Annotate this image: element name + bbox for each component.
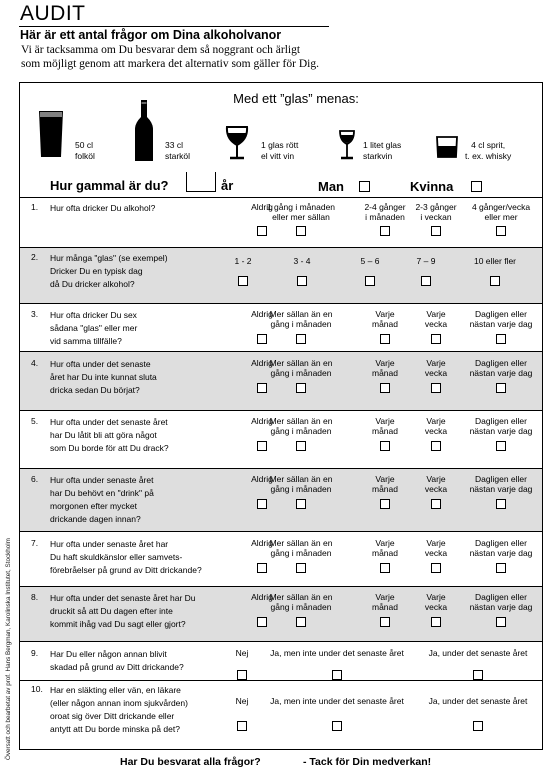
answer-label-line: Mer sällan än en <box>269 538 333 548</box>
question-number: 7. <box>31 538 39 548</box>
answer-checkbox[interactable] <box>431 334 441 344</box>
answer-label-line: eller mer sällan <box>272 212 330 222</box>
answer-checkbox[interactable] <box>431 617 441 627</box>
question-row-4 <box>20 351 542 410</box>
glas-label-5-line-2: t. ex. whisky <box>465 151 512 161</box>
answer-label <box>262 648 412 658</box>
answer-checkbox[interactable] <box>238 276 248 286</box>
answer-label-line: nästan varje dag <box>469 319 533 329</box>
answer-checkbox[interactable] <box>380 383 390 393</box>
question-text-line: året har Du inte kunnat sluta <box>50 372 157 382</box>
question-text-line: har Du låtit bli att göra något <box>50 430 157 440</box>
question-number: 3. <box>31 309 39 319</box>
question-text-line: Har en släkting eller vän, en läkare <box>50 685 181 695</box>
answer-checkbox[interactable] <box>257 226 267 236</box>
question-text-line: druckit så att Du dagen efter inte <box>50 606 173 616</box>
age-input[interactable] <box>186 172 216 192</box>
answer-label-line: Aldrig <box>251 592 273 602</box>
answer-label <box>456 309 546 329</box>
question-number: 4. <box>31 358 39 368</box>
answer-label-line: 5 – 6 <box>360 256 380 266</box>
answer-label-line: Ja, men inte under det senaste året <box>270 648 404 658</box>
question-row-9 <box>20 641 542 680</box>
question-row-6 <box>20 468 542 531</box>
answer-label <box>256 416 346 436</box>
age-row <box>20 169 542 199</box>
question-text-line: Hur ofta under det senaste året har Du <box>50 593 196 603</box>
question-row-2 <box>20 247 542 303</box>
wine-glass-icon <box>224 125 250 161</box>
question-text-line: sådana "glas" eller mer <box>50 323 138 333</box>
answer-label-line: 3 - 4 <box>293 256 311 266</box>
beer-bottle-icon <box>134 99 154 163</box>
glas-label-4 <box>363 140 401 162</box>
answer-label-line: månad <box>372 368 398 378</box>
footer-question: Har Du besvarat alla frågor? <box>120 756 261 768</box>
question-text <box>50 648 236 674</box>
answer-label-line: Ja, under det senaste året <box>428 648 528 658</box>
glas-label-1-line-2: folköl <box>75 151 95 161</box>
answer-label-line: Varje <box>375 309 395 319</box>
question-text-line: morgonen efter mycket <box>50 501 137 511</box>
answer-label <box>227 648 257 658</box>
answer-label-line: Mer sällan än en <box>269 416 333 426</box>
answer-label <box>456 474 546 494</box>
answer-checkbox[interactable] <box>431 563 441 573</box>
answer-label <box>456 358 546 378</box>
answer-label-line: Varje <box>375 592 395 602</box>
answer-label-line: Nej <box>235 696 249 706</box>
question-text <box>50 684 236 736</box>
answer-label-line: Varje <box>426 474 446 484</box>
question-number: 9. <box>31 648 39 658</box>
glas-label-3 <box>261 140 298 162</box>
answer-label <box>227 696 257 706</box>
question-row-1 <box>20 197 542 247</box>
answer-label <box>256 202 346 222</box>
glas-label-2-line-2: starköl <box>165 151 191 161</box>
question-text <box>50 538 236 577</box>
form-subtitle: Här är ett antal frågor om Dina alkoholvanor <box>20 28 282 42</box>
age-unit: år <box>221 178 234 193</box>
answer-checkbox[interactable] <box>496 499 506 509</box>
answer-label <box>456 592 546 612</box>
male-label: Man <box>318 179 344 194</box>
question-text-line: Hur ofta under det senaste <box>50 359 151 369</box>
answer-label-line: månad <box>372 484 398 494</box>
question-text <box>50 202 236 215</box>
answer-checkbox[interactable] <box>431 499 441 509</box>
answer-checkbox[interactable] <box>237 721 247 731</box>
female-label: Kvinna <box>410 179 454 194</box>
answer-checkbox[interactable] <box>257 383 267 393</box>
answer-checkbox[interactable] <box>431 441 441 451</box>
answer-label-line: Aldrig <box>251 538 273 548</box>
question-text-line: skadad på grund av Ditt drickande? <box>50 662 184 672</box>
answer-label-line: Dagligen eller <box>475 538 527 548</box>
answer-checkbox[interactable] <box>332 721 342 731</box>
answer-label-line: Dagligen eller <box>475 416 527 426</box>
answer-checkbox[interactable] <box>496 383 506 393</box>
answer-checkbox[interactable] <box>496 563 506 573</box>
answer-label-line: Mer sällan än en <box>269 309 333 319</box>
question-text-line: Hur ofta dricker Du sex <box>50 310 137 320</box>
answer-label <box>282 256 322 266</box>
glas-label-3-line-1: 1 glas rött <box>261 140 299 150</box>
question-text-line: vid samma tillfälle? <box>50 336 122 346</box>
answer-label-line: nästan varje dag <box>469 426 533 436</box>
answer-label-line: gång i månaden <box>270 548 332 558</box>
answer-checkbox[interactable] <box>296 563 306 573</box>
question-text-line: då Du dricker alkohol? <box>50 279 135 289</box>
whisky-glass-icon <box>435 135 459 159</box>
question-text <box>50 592 236 631</box>
answer-label-line: månad <box>372 602 398 612</box>
question-row-10 <box>20 680 542 751</box>
answer-label-line: nästan varje dag <box>469 368 533 378</box>
answer-label <box>256 592 346 612</box>
answer-label-line: Dagligen eller <box>475 358 527 368</box>
answer-label-line: Aldrig <box>251 309 273 319</box>
answer-label-line: Aldrig <box>251 202 273 212</box>
answer-label-line: vecka <box>424 426 448 436</box>
title-underline <box>19 26 329 27</box>
answer-checkbox[interactable] <box>431 226 441 236</box>
answer-label-line: Ja, men inte under det senaste året <box>270 696 404 706</box>
answer-label <box>256 309 346 329</box>
glas-label-2 <box>165 140 190 162</box>
question-text-line: förebråelser på grund av Ditt drickande? <box>50 565 202 575</box>
question-number: 5. <box>31 416 39 426</box>
question-text-line: (eller någon annan inom sjukvården) <box>50 698 188 708</box>
glas-label-3-line-2: el vitt vin <box>261 151 295 161</box>
question-text <box>50 358 236 397</box>
glas-label-5 <box>465 140 511 162</box>
answer-label <box>456 416 546 436</box>
answer-label-line: Varje <box>426 538 446 548</box>
answer-label-line: månad <box>372 319 398 329</box>
answer-label <box>228 256 258 266</box>
answer-checkbox[interactable] <box>296 441 306 451</box>
answer-label-line: vecka <box>424 319 448 329</box>
question-text <box>50 474 236 526</box>
answer-label-line: Dagligen eller <box>475 309 527 319</box>
answer-checkbox[interactable] <box>496 334 506 344</box>
question-text-line: antytt att Du borde minska på det? <box>50 724 180 734</box>
answer-label-line: Varje <box>375 474 395 484</box>
question-text-line: Dricker Du en typisk dag <box>50 266 143 276</box>
beer-pint-icon <box>36 109 66 159</box>
glas-label-5-line-1: 4 cl sprit, <box>471 140 506 150</box>
answer-checkbox[interactable] <box>257 441 267 451</box>
question-row-5 <box>20 410 542 468</box>
side-note: Översatt och bearbetat av prof. Hans Bergman, Karolinska Institutet, Stockholm <box>5 538 12 760</box>
answer-label-line: nästan varje dag <box>469 548 533 558</box>
question-text-line: oroat sig över Ditt drickande eller <box>50 711 175 721</box>
answer-checkbox[interactable] <box>380 441 390 451</box>
question-text-line: har Du behövt en "drink" på <box>50 488 154 498</box>
answer-label-line: månad <box>372 548 398 558</box>
question-row-7 <box>20 531 542 586</box>
question-row-3 <box>20 303 542 351</box>
question-text-line: Hur många "glas" (se exempel) <box>50 253 168 263</box>
answer-label-line: 1 gång i månaden <box>266 202 336 212</box>
intro-line-1: Vi är tacksamma om Du besvarar dem så noggrant och ärligt <box>21 44 301 56</box>
intro-line-2: som möjligt genom att markera det alternativ som gäller för Dig. <box>21 58 319 70</box>
answer-checkbox[interactable] <box>296 499 306 509</box>
answer-checkbox[interactable] <box>496 226 506 236</box>
answer-checkbox[interactable] <box>296 226 306 236</box>
glas-label-4-line-1: 1 litet glas <box>363 140 402 150</box>
answer-label-line: Aldrig <box>251 474 273 484</box>
answer-label-line: nästan varje dag <box>469 602 533 612</box>
answer-label-line: vecka <box>424 602 448 612</box>
answer-checkbox[interactable] <box>296 383 306 393</box>
answer-label-line: eller mer <box>484 212 518 222</box>
intro-text <box>21 43 319 71</box>
answer-label-line: Mer sällan än en <box>269 358 333 368</box>
answer-label-line: Ja, under det senaste året <box>428 696 528 706</box>
answer-checkbox[interactable] <box>380 563 390 573</box>
answer-label-line: Mer sällan än en <box>269 592 333 602</box>
question-text <box>50 252 236 291</box>
answer-checkbox[interactable] <box>237 670 247 680</box>
answer-label-line: gång i månaden <box>270 484 332 494</box>
glas-heading: Med ett ”glas” menas: <box>233 91 359 106</box>
answer-label <box>416 648 540 658</box>
answer-label-line: 4 gånger/vecka <box>471 202 531 212</box>
question-text-line: Hur ofta dricker Du alkohol? <box>50 203 156 213</box>
questionnaire-form <box>19 82 543 750</box>
answer-label <box>346 256 394 266</box>
answer-label-line: Aldrig <box>251 358 273 368</box>
answer-label <box>456 202 546 222</box>
question-text-line: Du haft skuldkänslor eller samvets- <box>50 552 183 562</box>
question-text <box>50 309 236 348</box>
sherry-glass-icon <box>338 129 356 161</box>
answer-checkbox[interactable] <box>257 563 267 573</box>
answer-label-line: Varje <box>426 309 446 319</box>
glas-label-2-line-1: 33 cl <box>165 140 183 150</box>
question-row-8 <box>20 586 542 641</box>
answer-label-line: vecka <box>424 484 448 494</box>
answer-label <box>262 696 412 706</box>
answer-checkbox[interactable] <box>496 441 506 451</box>
answer-checkbox[interactable] <box>365 276 375 286</box>
answer-label-line: Varje <box>426 592 446 602</box>
age-question: Hur gammal är du? <box>50 178 169 193</box>
answer-checkbox[interactable] <box>421 276 431 286</box>
answer-checkbox[interactable] <box>380 617 390 627</box>
answer-checkbox[interactable] <box>496 617 506 627</box>
female-checkbox[interactable] <box>471 181 482 192</box>
answer-label-line: vecka <box>424 548 448 558</box>
question-text-line: som Du borde för att Du drack? <box>50 443 169 453</box>
form-title: AUDIT <box>20 2 86 25</box>
answer-label-line: Varje <box>375 358 395 368</box>
answer-label-line: nästan varje dag <box>469 484 533 494</box>
answer-label-line: Aldrig <box>251 416 273 426</box>
question-number: 1. <box>31 202 39 212</box>
answer-label-line: i veckan <box>420 212 452 222</box>
answer-checkbox[interactable] <box>257 334 267 344</box>
glas-label-1-line-1: 50 cl <box>75 140 93 150</box>
question-text-line: Hur ofta under det senaste året <box>50 417 168 427</box>
answer-label-line: gång i månaden <box>270 368 332 378</box>
answer-label-line: i månaden <box>365 212 405 222</box>
answer-label-line: Varje <box>426 416 446 426</box>
question-number: 8. <box>31 592 39 602</box>
footer-thanks: - Tack för Din medverkan! <box>303 756 432 768</box>
answer-label-line: 10 eller fler <box>473 256 517 266</box>
answer-label-line: vecka <box>424 368 448 378</box>
answer-checkbox[interactable] <box>296 334 306 344</box>
answer-label-line: Varje <box>426 358 446 368</box>
question-text-line: drickande dagen innan? <box>50 514 141 524</box>
answer-label <box>256 358 346 378</box>
question-text-line: Hur ofta under senaste året har <box>50 539 169 549</box>
answer-label-line: gång i månaden <box>270 602 332 612</box>
answer-checkbox[interactable] <box>257 617 267 627</box>
answer-label <box>450 256 540 266</box>
answer-checkbox[interactable] <box>257 499 267 509</box>
answer-label <box>416 696 540 706</box>
answer-label-line: Dagligen eller <box>475 592 527 602</box>
question-text-line: dricka sedan Du börjat? <box>50 385 140 395</box>
question-number: 2. <box>31 252 39 262</box>
answer-label <box>256 538 346 558</box>
answer-label-line: Dagligen eller <box>475 474 527 484</box>
answer-label <box>402 256 450 266</box>
male-checkbox[interactable] <box>359 181 370 192</box>
answer-checkbox[interactable] <box>431 383 441 393</box>
answer-checkbox[interactable] <box>380 499 390 509</box>
answer-label-line: 2-3 gånger <box>415 202 457 212</box>
answer-checkbox[interactable] <box>473 670 483 680</box>
answer-label-line: Nej <box>235 648 249 658</box>
answer-label-line: 2-4 gånger <box>364 202 406 212</box>
answer-label-line: 1 - 2 <box>234 256 252 266</box>
answer-label <box>256 474 346 494</box>
question-text-line: Har Du eller någon annan blivit <box>50 649 167 659</box>
answer-checkbox[interactable] <box>473 721 483 731</box>
answer-label-line: månad <box>372 426 398 436</box>
answer-checkbox[interactable] <box>297 276 307 286</box>
answer-checkbox[interactable] <box>380 226 390 236</box>
answer-label <box>456 538 546 558</box>
answer-label-line: gång i månaden <box>270 319 332 329</box>
answer-checkbox[interactable] <box>380 334 390 344</box>
question-number: 10. <box>31 684 43 694</box>
glas-label-4-line-2: starkvin <box>363 151 393 161</box>
question-text <box>50 416 236 455</box>
answer-label-line: Mer sällan än en <box>269 474 333 484</box>
question-text-line: kommit ihåg vad Du sagt eller gjort? <box>50 619 186 629</box>
answer-checkbox[interactable] <box>332 670 342 680</box>
answer-label-line: 7 – 9 <box>416 256 436 266</box>
question-number: 6. <box>31 474 39 484</box>
answer-label-line: gång i månaden <box>270 426 332 436</box>
answer-label-line: Varje <box>375 538 395 548</box>
answer-checkbox[interactable] <box>490 276 500 286</box>
answer-label-line: Varje <box>375 416 395 426</box>
answer-checkbox[interactable] <box>296 617 306 627</box>
glas-label-1 <box>75 140 95 162</box>
question-text-line: Hur ofta under senaste året <box>50 475 154 485</box>
